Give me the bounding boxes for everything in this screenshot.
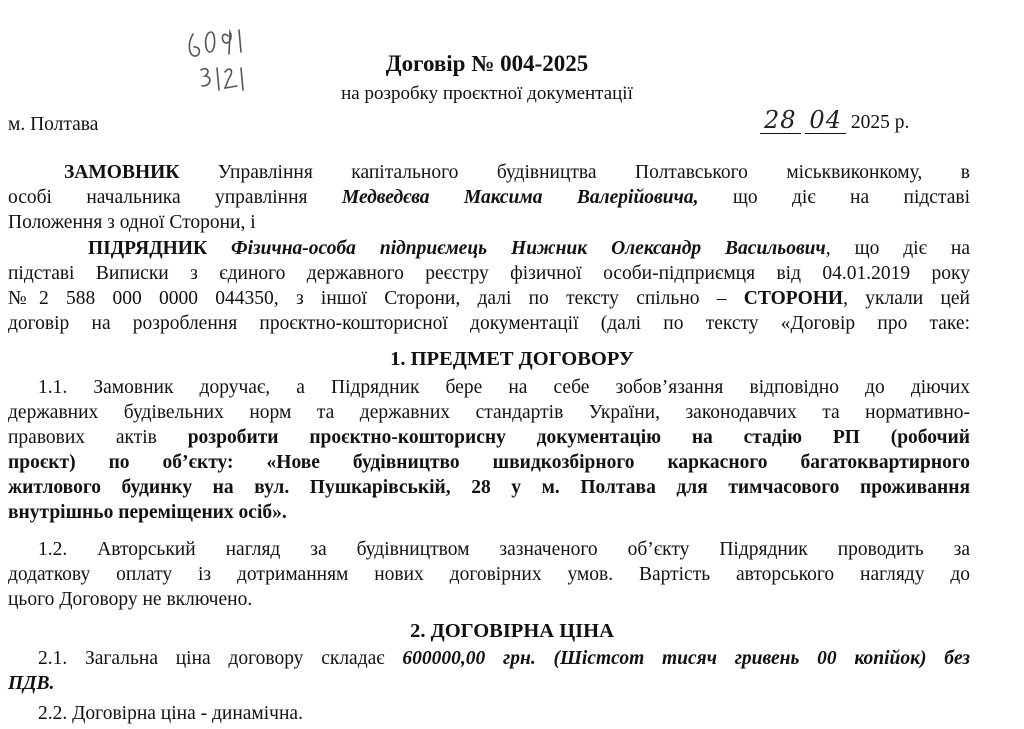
text-line <box>8 188 970 213</box>
text-line <box>8 649 970 674</box>
customer-name: Медведєва Максима Валерійовича, <box>341 187 699 208</box>
clause-2-2 <box>8 704 970 729</box>
party-contractor-paragraph <box>8 239 970 339</box>
text-span: , уклали цей <box>843 288 970 309</box>
text-span: що діє на підставі <box>698 187 970 208</box>
text-span: особі начальника управління <box>8 187 342 208</box>
clause-1-2 <box>8 540 970 615</box>
bold-italic-span: ПДВ. <box>8 673 55 694</box>
text-span: Управління капітального будівництва Полтавського міськвиконкому, в <box>179 162 970 183</box>
text-span: №2 588 000 0000 044350, з іншої Сторони, далі по тексту спільно – <box>8 288 744 309</box>
text-span: 2.1. Загальна ціна договору складає <box>38 648 403 669</box>
section-2-heading: 2. ДОГОВІРНА ЦІНА <box>410 620 614 642</box>
text-line <box>8 704 970 729</box>
text-line <box>8 540 970 565</box>
text-line <box>8 314 970 339</box>
parties-term: СТОРОНИ <box>743 288 844 309</box>
contractor-name: Фізична-особа підприємець Нижник Олександр Васильович <box>207 238 826 259</box>
bold-span: розробити проєктно-кошторисну документацію на стадію РП (робочий <box>187 427 970 448</box>
bold-span: житлового будинку на вул. Пушкарівській, 28 у м. Полтава для тимчасового проживання <box>8 477 970 498</box>
contract-price: 600000,00 грн. (Шістсот тисяч гривень 00 копійок) без <box>402 648 970 669</box>
text-line <box>8 163 970 188</box>
text-span: Положення з одної Сторони, і <box>8 212 256 233</box>
text-line <box>8 264 970 289</box>
text-line <box>8 289 970 314</box>
bold-span: проєкт) по об’єкту: «Нове будівництво швидкозбірного каркасного багатоквартирного <box>8 452 970 473</box>
text-span: 1.2. Авторський нагляд за будівництвом зазначеного об’єкту Підрядник проводить за <box>38 539 970 560</box>
city: м. Полтава <box>8 114 99 135</box>
clause-2-1 <box>8 649 970 699</box>
text-line <box>8 453 970 478</box>
date-year: 2025 р. <box>850 112 910 133</box>
text-line <box>8 239 970 264</box>
text-line <box>8 478 970 503</box>
date-month: 04 <box>809 106 842 134</box>
text-span: , що діє на <box>825 238 970 259</box>
text-span: 2.2. Договірна ціна - динамічна. <box>38 703 303 724</box>
text-line <box>8 565 970 590</box>
contract-date <box>760 108 909 134</box>
text-line <box>8 428 970 453</box>
text-span: державних будівельних норм та державних стандартів України, законодавчих та нормативно- <box>8 402 970 423</box>
document-title: Договір № 004-2025 <box>385 51 589 76</box>
date-day: 28 <box>764 106 797 134</box>
customer-role: ЗАМОВНИК <box>64 162 180 183</box>
text-span: 1.1. Замовник доручає, а Підрядник бере на себе зобов’язання відповідно до діючих <box>38 377 970 398</box>
text-line <box>8 378 970 403</box>
text-line <box>8 403 970 428</box>
text-span: цього Договору не включено. <box>8 589 253 610</box>
bold-span: внутрішньо переміщених осіб». <box>8 502 287 523</box>
section-1-heading: 1. ПРЕДМЕТ ДОГОВОРУ <box>390 348 634 370</box>
party-customer-paragraph <box>8 163 970 238</box>
text-line <box>8 503 970 528</box>
text-span: додаткову оплату із дотриманням нових договірних умов. Вартість авторського нагляду до <box>8 564 970 585</box>
document-subtitle: на розробку проєктної документації <box>341 83 633 104</box>
text-line <box>8 213 970 238</box>
text-span: правових актів <box>8 427 188 448</box>
text-span: договір на розроблення проєктно-кошторисної документації (далі по тексту «Договір про таке: <box>8 313 970 334</box>
text-line <box>8 590 970 615</box>
clause-1-1 <box>8 378 970 528</box>
text-span: підставі Виписки з єдиного державного реєстру фізичної особи-підприємця від 04.01.2019 року <box>8 263 970 284</box>
text-line <box>8 674 970 699</box>
contractor-role: ПІДРЯДНИК <box>88 238 208 259</box>
